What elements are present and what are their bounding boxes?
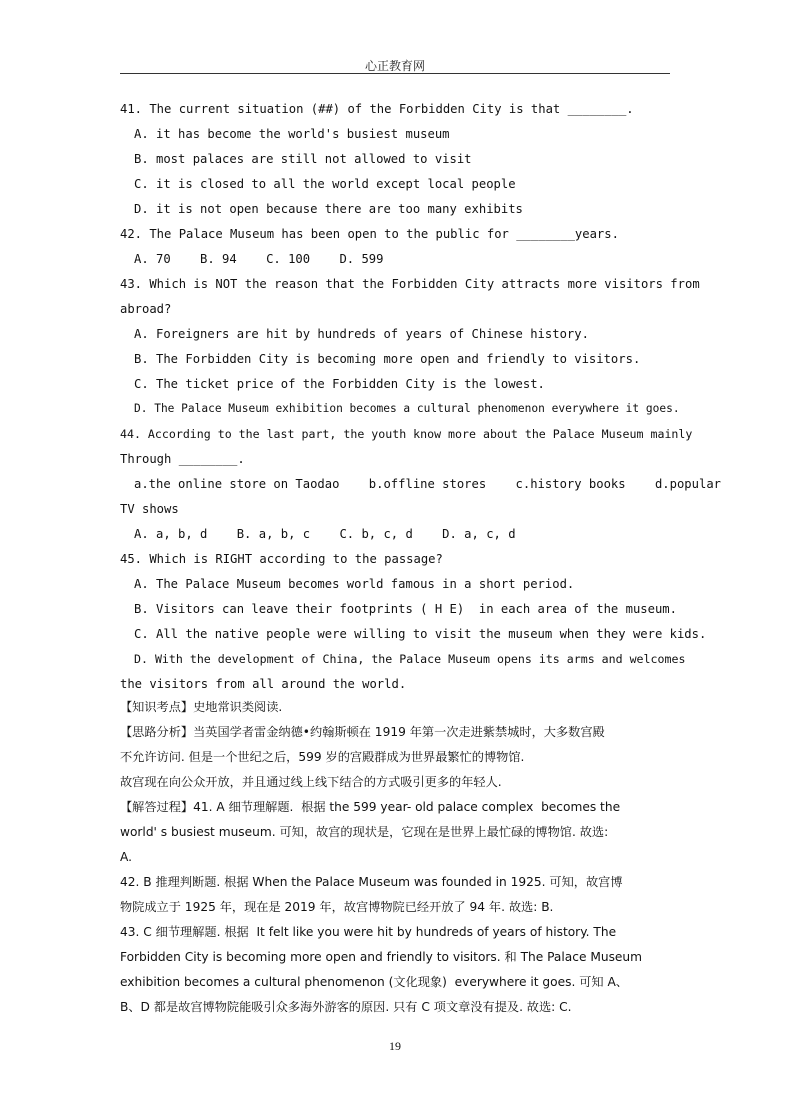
question-43-stem-cont: abroad? bbox=[120, 302, 172, 316]
solution-line-7: Forbidden City is becoming more open and friendly to visitors. 和 The Palace Museum bbox=[120, 950, 643, 964]
question-43-option-c: C. The ticket price of the Forbidden City is the lowest. bbox=[134, 377, 545, 391]
question-45-option-b: B. Visitors can leave their footprints ( H E) in each area of the museum. bbox=[134, 602, 677, 616]
header-divider bbox=[120, 73, 670, 74]
question-41-option-b: B. most palaces are still not allowed to visit bbox=[134, 152, 472, 166]
thinking-analysis-line-3: 故宫现在向公众开放，并且通过线上线下结合的方式吸引更多的年轻人. bbox=[120, 775, 502, 789]
thinking-analysis-line-2: 不允许访问. 但是一个世纪之后，599 岁的宫殿群成为世界最繁忙的博物馆. bbox=[120, 750, 525, 764]
solution-line-1: 【解答过程】41. A 细节理解题. 根据 the 599 year- old palace complex becomes the bbox=[120, 800, 621, 814]
question-45-option-c: C. All the native people were willing to visit the museum when they were kids. bbox=[134, 627, 707, 641]
knowledge-point: 【知识考点】史地常识类阅读. bbox=[120, 700, 283, 714]
question-41-option-d: D. it is not open because there are too many exhibits bbox=[134, 202, 523, 216]
question-44-items: a.the online store on Taodao b.offline stores c.history books d.popular bbox=[134, 477, 721, 491]
question-42-options: A. 70 B. 94 C. 100 D. 599 bbox=[134, 252, 384, 266]
question-44-items-cont: TV shows bbox=[120, 502, 179, 516]
question-44-options: A. a, b, d B. a, b, c C. b, c, d D. a, c, d bbox=[134, 527, 516, 541]
solution-line-3: A. bbox=[120, 850, 132, 864]
solution-line-9: B、D 都是故宫博物院能吸引众多海外游客的原因. 只有 C 项文章没有提及. 故选: C. bbox=[120, 1000, 572, 1014]
solution-line-4: 42. B 推理判断题. 根据 When the Palace Museum was founded in 1925. 可知，故宫博 bbox=[120, 875, 623, 889]
question-45-option-d: D. With the development of China, the Palace Museum opens its arms and welcomes bbox=[134, 652, 686, 666]
question-43-option-b: B. The Forbidden City is becoming more open and friendly to visitors. bbox=[134, 352, 641, 366]
header-title: 心正教育网 bbox=[364, 59, 425, 73]
question-45-stem: 45. Which is RIGHT according to the passage? bbox=[120, 552, 443, 566]
question-45-option-a: A. The Palace Museum becomes world famous in a short period. bbox=[134, 577, 575, 591]
question-44-stem-cont: Through ________. bbox=[120, 452, 245, 466]
question-43-option-d: D. The Palace Museum exhibition becomes a cultural phenomenon everywhere it goes. bbox=[134, 402, 680, 415]
question-45-option-d-cont: the visitors from all around the world. bbox=[120, 677, 407, 691]
solution-line-6: 43. C 细节理解题. 根据 It felt like you were hit by hundreds of years of history. The bbox=[120, 925, 617, 939]
solution-line-8: exhibition becomes a cultural phenomenon (文化现象) everywhere it goes. 可知 A、 bbox=[120, 975, 628, 989]
solution-line-2: world' s busiest museum. 可知，故宫的现状是，它现在是世界上最忙碌的博物馆. 故选: bbox=[120, 825, 609, 839]
question-41-option-c: C. it is closed to all the world except local people bbox=[134, 177, 516, 191]
thinking-analysis-line-1: 【思路分析】当英国学者雷金纳德•约翰斯顿在 1919 年第一次走进紫禁城时，大多数宫殿 bbox=[120, 725, 605, 739]
question-43-stem: 43. Which is NOT the reason that the Forbidden City attracts more visitors from bbox=[120, 277, 700, 291]
question-43-option-a: A. Foreigners are hit by hundreds of years of Chinese history. bbox=[134, 327, 589, 341]
solution-line-5: 物院成立于 1925 年，现在是 2019 年，故宫博物院已经开放了 94 年. 故选: B. bbox=[120, 900, 554, 914]
question-41-stem: 41. The current situation (##) of the Forbidden City is that ________. bbox=[120, 102, 634, 116]
page-number: 19 bbox=[389, 1039, 401, 1053]
question-41-option-a: A. it has become the world's busiest museum bbox=[134, 127, 450, 141]
question-44-stem: 44. According to the last part, the youth know more about the Palace Museum mainly bbox=[120, 427, 693, 441]
question-42-stem: 42. The Palace Museum has been open to the public for ________years. bbox=[120, 227, 619, 241]
